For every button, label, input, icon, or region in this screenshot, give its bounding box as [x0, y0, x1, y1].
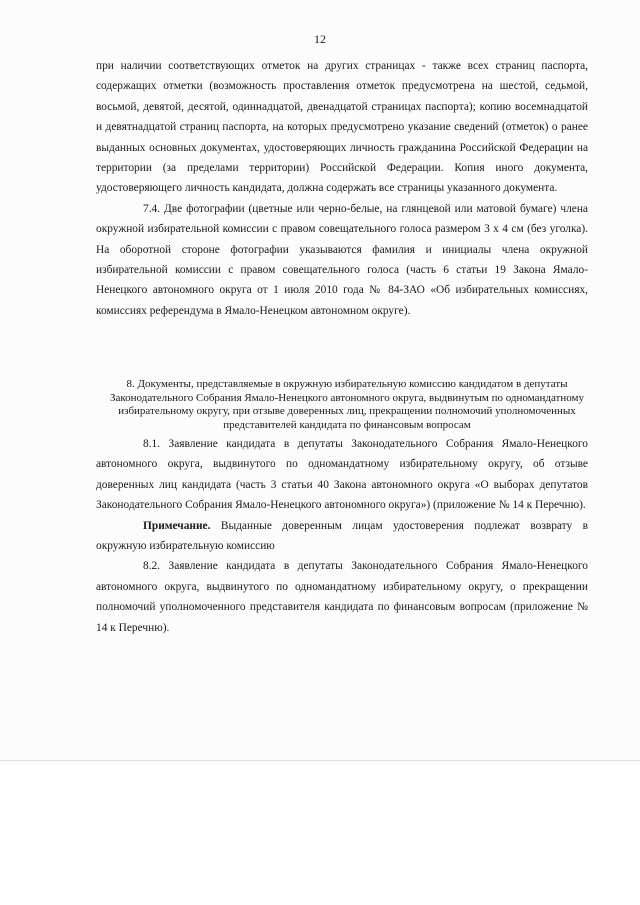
- item-8-2: 8.2. Заявление кандидата в депутаты Законодательного Собрания Ямало-Ненецкого автономного округа, выдвинутого по одномандатному избирательному округу, о прекращении полномочий уполномоченного представителя кандидата по финансовым вопросам (приложение № 14 к Перечню).: [96, 560, 588, 634]
- section-8-block: [96, 434, 588, 638]
- section-7-block: [96, 56, 588, 321]
- item-7-4: 7.4. Две фотографии (цветные или черно-белые, на глянцевой или матовой бумаге) члена окружной избирательной комиссии с правом совещательного голоса размером 3 х 4 см (без уголка). На оборотной стороне фотографии указываются фамилия и инициалы члена окружной избирательной комиссии с правом совещательного голоса (часть 6 статьи 19 Закона Ямало-Ненецкого автономного округа от 1 июля 2010 года № 84-ЗАО «Об избирательных комиссиях, комиссиях референдума в Ямало-Ненецком автономном округе).: [96, 202, 588, 317]
- note-label: Примечание.: [143, 519, 211, 532]
- note-text: Выданные доверенным лицам удостоверения подлежат возврату в окружную избирательную комиссию: [96, 519, 588, 553]
- note-paragraph: [96, 516, 588, 557]
- passport-copy-continuation: при наличии соответствующих отметок на других страницах - также всех страниц паспорта, содержащих отметки (возможность проставления отметок предусмотрена на шестой, седьмой, восьмой, девятой, десятой, одиннадцатой, двенадцатой страницах паспорта); копию восемнадцатой и девятнадцатой страниц паспорта, на которых предусмотрено указание сведений (отметок) о ранее выданных основных документах, удостоверяющих личность гражданина Российской Федерации на территории (за пределами территории) Российской Федерации. Копия иного документа, удостоверяющего личность кандидата, должна содержать все страницы указанного документа.: [96, 60, 588, 195]
- item-8-1: 8.1. Заявление кандидата в депутаты Законодательного Собрания Ямало-Ненецкого автономного округа, выдвинутого по одномандатному избирательному округу, об отзыве доверенных лиц кандидата (часть 3 статьи 40 Закона автономного округа «О выборах депутатов Законодательного Собрания Ямало-Ненецкого автономного округа») (приложение № 14 к Перечню).: [96, 438, 588, 512]
- item-8-heading: 8. Документы, представляемые в окружную избирательную комиссию кандидатом в депутаты Законодательного Собрания Ямало-Ненецкого автономного округа, выдвинутым по одномандатному избирательному округу, при отзыве доверенных лиц, прекращении полномочий уполномоченных представителей кандидата по финансовым вопросам: [109, 378, 585, 431]
- page-number: 12: [314, 32, 326, 46]
